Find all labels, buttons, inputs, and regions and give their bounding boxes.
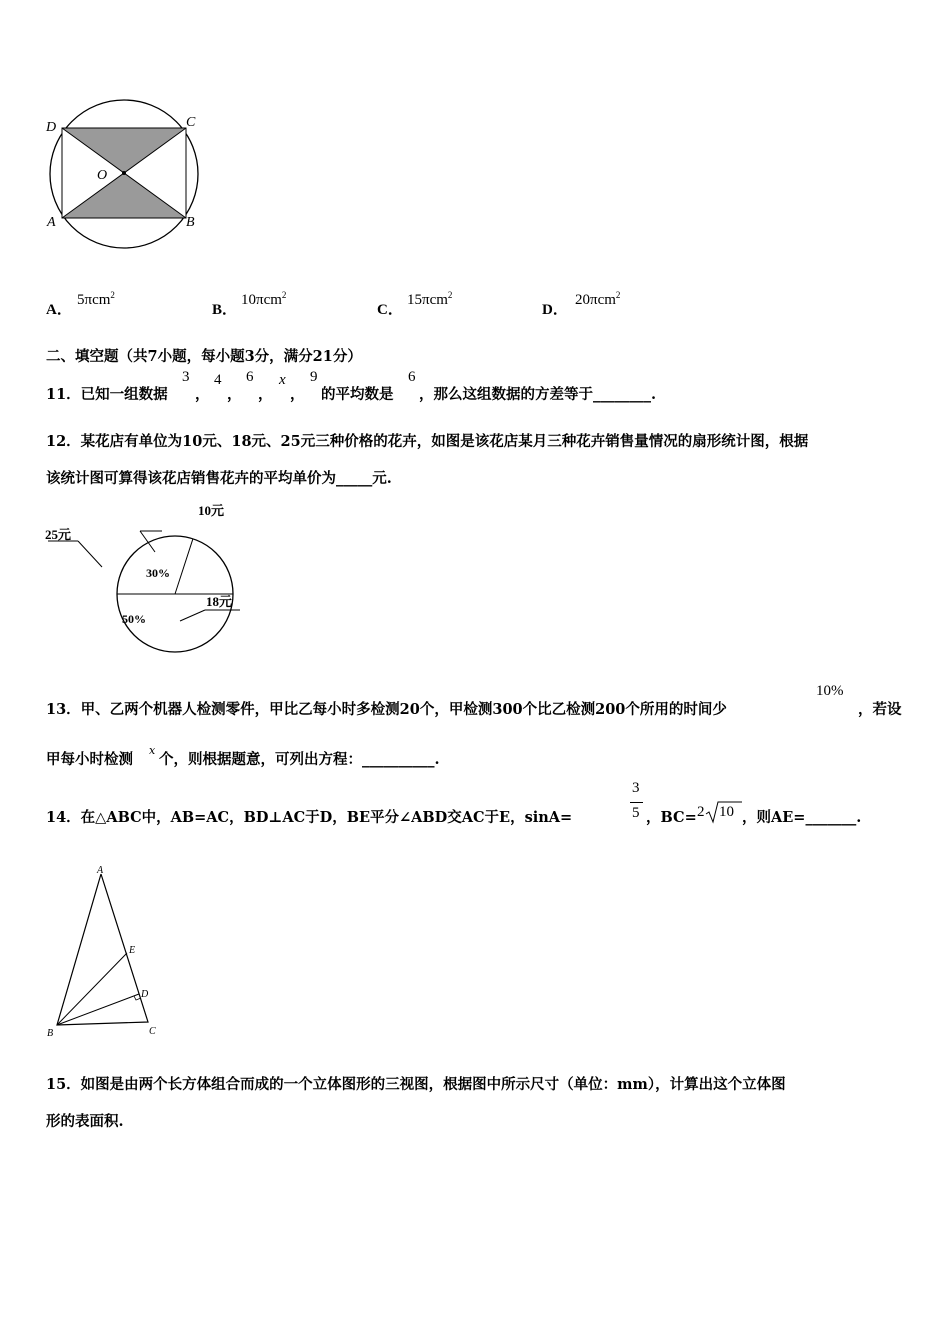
q12-line1: 12．某花店有单位为10元、18元、25元三种价格的花卉，如图是该花店某月三种花卉销售量情况的扇形统计图，根据 — [46, 433, 809, 450]
pie-divider-25元 — [175, 539, 193, 594]
label-c: C — [149, 1026, 156, 1037]
section-heading: 二、填空题（共7小题，每小题3分，满分21分） — [46, 348, 362, 365]
q11-suffix: ，那么这组数据的方差等于________. — [419, 386, 657, 403]
q14-part-c: ，则AE=_______. — [742, 809, 862, 826]
label-a: A — [97, 865, 104, 876]
option-c-value: 15πcm$^2$ — [407, 290, 453, 308]
q11-prefix: 11．已知一组数据 — [46, 386, 168, 403]
label-e: E — [129, 945, 136, 956]
q13-line2b: 个，则根据题意，可列出方程：__________. — [159, 751, 440, 768]
q14-bc-coef: 2 — [697, 804, 705, 820]
label-d: D — [141, 989, 149, 1000]
q14-part-b: ，BC= — [646, 809, 697, 826]
triangle-figure — [40, 862, 170, 1042]
leader-25yuan — [78, 541, 102, 567]
option-a-value: 5πcm$^2$ — [77, 290, 115, 308]
label-o: O — [97, 168, 108, 183]
fraction-bar — [630, 802, 643, 803]
label-25yuan: 25元 — [45, 527, 72, 542]
option-b-value: 10πcm$^2$ — [241, 290, 287, 308]
pie-chart — [40, 497, 250, 662]
label-c: C — [186, 115, 196, 130]
label-d: D — [46, 120, 57, 135]
option-a[interactable]: A． — [46, 302, 72, 318]
q11-mid: 的平均数是 — [321, 386, 394, 403]
q13-line2a: 甲每小时检测 — [46, 751, 133, 768]
q14-part-a: 14．在△ABC中，AB=AC，BD⊥AC于D，BE平分∠ABD交AC于E，sinA= — [46, 809, 573, 826]
option-d-value: 20πcm$^2$ — [575, 290, 621, 308]
label-a: A — [47, 215, 56, 230]
q11-avg: 6 — [408, 369, 416, 385]
circle-rectangle-figure — [40, 95, 215, 255]
center-point — [122, 171, 126, 175]
q12-line2: 该统计图可算得该花店销售花卉的平均单价为_____元. — [46, 470, 392, 487]
q14-sin-numerator: 3 — [632, 780, 640, 796]
q11-num-5: 9 — [310, 369, 318, 385]
option-b[interactable]: B． — [212, 302, 238, 318]
q11-var-x: x — [279, 372, 286, 388]
q13-var-x: x — [149, 744, 156, 757]
option-c[interactable]: C． — [377, 302, 403, 318]
q11-num-2: 4 — [214, 372, 222, 388]
q11-num-1: 3 — [182, 369, 190, 385]
leader-10yuan — [140, 531, 155, 552]
label-b: B — [186, 215, 195, 230]
q14-bc-radicand: 10 — [719, 804, 734, 820]
pct-label-50: 50% — [122, 612, 146, 626]
q11-num-3: 6 — [246, 369, 254, 385]
q14-sin-denominator: 5 — [632, 805, 640, 821]
q13-percent: 10% — [816, 683, 844, 699]
segment-bd — [57, 994, 139, 1025]
leader-18yuan — [180, 610, 205, 621]
q15-line1: 15．如图是由两个长方体组合而成的一个立体图形的三视图，根据图中所示尺寸（单位：mm），计算出这个立体图 — [46, 1076, 786, 1093]
q15-line2: 形的表面积. — [46, 1113, 124, 1130]
q13-line1-end: ，若设 — [858, 701, 902, 718]
q13-line1: 13．甲、乙两个机器人检测零件，甲比乙每小时多检测20个，甲检测300个比乙检测200个所用的时间少 — [46, 701, 727, 718]
pct-label-30: 30% — [146, 566, 170, 580]
label-18yuan: 18元 — [206, 594, 233, 609]
option-d[interactable]: D． — [542, 302, 568, 318]
label-10yuan: 10元 — [198, 503, 225, 518]
label-b: B — [47, 1028, 54, 1039]
